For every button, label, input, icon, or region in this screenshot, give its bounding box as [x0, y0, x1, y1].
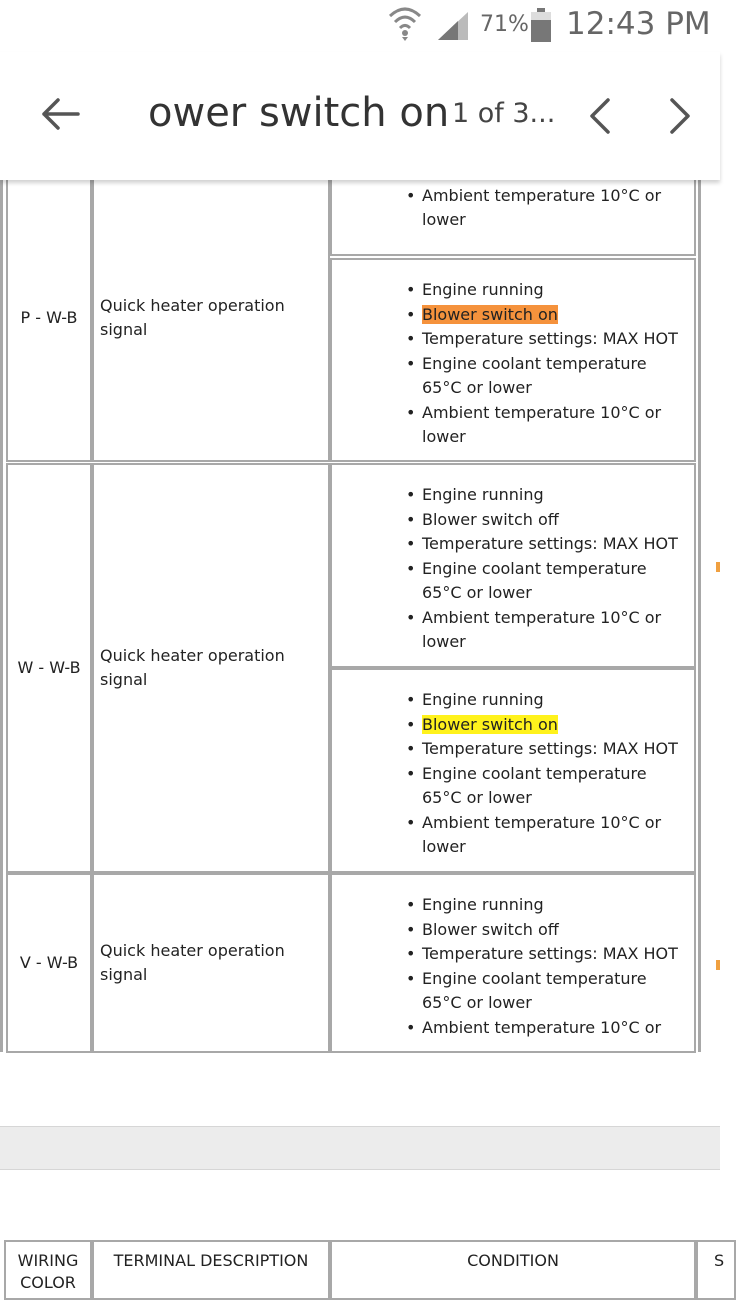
terminal-description-cell — [92, 463, 330, 873]
wifi-icon — [388, 4, 422, 42]
column-header-condition — [330, 1240, 696, 1300]
condition-cell — [330, 463, 696, 668]
condition-item: • Temperature settings: MAX HOT — [406, 942, 690, 967]
wire-color-cell — [6, 873, 92, 1053]
condition-list — [406, 688, 690, 860]
condition-cell — [330, 668, 696, 873]
column-header-next — [696, 1240, 736, 1300]
clock: 12:43 PM — [566, 6, 711, 42]
wire-color-cell — [6, 174, 92, 462]
column-header-text: S — [714, 1251, 725, 1270]
terminal-description-cell — [92, 174, 330, 462]
condition-item: • Temperature settings: MAX HOT — [406, 737, 690, 762]
condition-item: • Engine running — [406, 893, 690, 918]
back-arrow-icon[interactable] — [38, 92, 82, 136]
find-in-page-bar — [0, 52, 720, 180]
match-count: 1 of 3... — [452, 98, 556, 129]
condition-item — [406, 713, 690, 738]
wire-color-text: V - W-B — [19, 952, 79, 972]
condition-item: • Engine coolant temperature 65°C or lower — [406, 762, 690, 811]
condition-list — [406, 278, 690, 450]
condition-item: • Engine coolant temperature 65°C or lower — [406, 557, 690, 606]
wire-color-text: W - W-B — [17, 657, 81, 677]
offscreen-marker — [716, 562, 720, 572]
battery-icon — [530, 8, 552, 42]
condition-item: • Engine coolant temperature 65°C or lower — [406, 352, 690, 401]
table-right-column-edge — [698, 180, 701, 1052]
cell-signal-icon — [436, 10, 470, 42]
column-header-text: CONDITION — [467, 1251, 559, 1270]
page-content — [0, 180, 725, 1292]
wire-color-cell — [6, 463, 92, 873]
condition-list — [406, 893, 690, 1040]
condition-item: • Temperature settings: MAX HOT — [406, 327, 690, 352]
search-highlight-active: Blower switch on — [422, 304, 558, 324]
condition-item: • Engine running — [406, 278, 690, 303]
battery-percentage: 71% — [480, 12, 529, 37]
status-bar — [0, 0, 720, 52]
search-highlight: Blower switch on — [422, 714, 558, 734]
condition-cell — [330, 873, 696, 1053]
terminal-description-cell — [92, 873, 330, 1053]
condition-item: • Blower switch off — [406, 508, 690, 533]
condition-item: • Engine running — [406, 483, 690, 508]
condition-cell — [330, 258, 696, 462]
condition-item: • Engine coolant temperature 65°C or lower — [406, 967, 690, 1016]
terminal-description-text: Quick heater operation signal — [100, 295, 285, 339]
condition-item: • Temperature settings: MAX HOT — [406, 532, 690, 557]
condition-item: • Ambient temperature 10°C or lower — [406, 811, 690, 860]
previous-match-icon[interactable] — [580, 94, 620, 138]
table-left-edge — [0, 180, 3, 1052]
column-header-terminal-description — [92, 1240, 330, 1300]
offscreen-marker — [716, 960, 720, 970]
wire-color-text: P - W-B — [20, 307, 78, 327]
condition-item: • Ambient temperature 10°C or — [406, 1016, 690, 1041]
column-header-text: TERMINAL DESCRIPTION — [113, 1251, 309, 1270]
condition-list — [406, 483, 690, 655]
terminal-description-text: Quick heater operation signal — [100, 940, 285, 984]
condition-item: • Ambient temperature 10°C or lower — [406, 606, 690, 655]
condition-cell — [330, 174, 696, 256]
condition-item: • Blower switch off — [406, 918, 690, 943]
section-divider — [0, 1126, 720, 1170]
condition-item: • Engine running — [406, 688, 690, 713]
column-header-text: WIRING COLOR — [17, 1251, 79, 1292]
condition-item — [406, 303, 690, 328]
column-header-wiring-color — [4, 1240, 92, 1300]
condition-item: • Ambient temperature 10°C or lower — [406, 184, 690, 233]
next-match-icon[interactable] — [660, 94, 700, 138]
condition-item: • Ambient temperature 10°C or lower — [406, 401, 690, 450]
terminal-description-text: Quick heater operation signal — [100, 645, 285, 689]
find-query-input[interactable]: ower switch on — [148, 90, 450, 136]
